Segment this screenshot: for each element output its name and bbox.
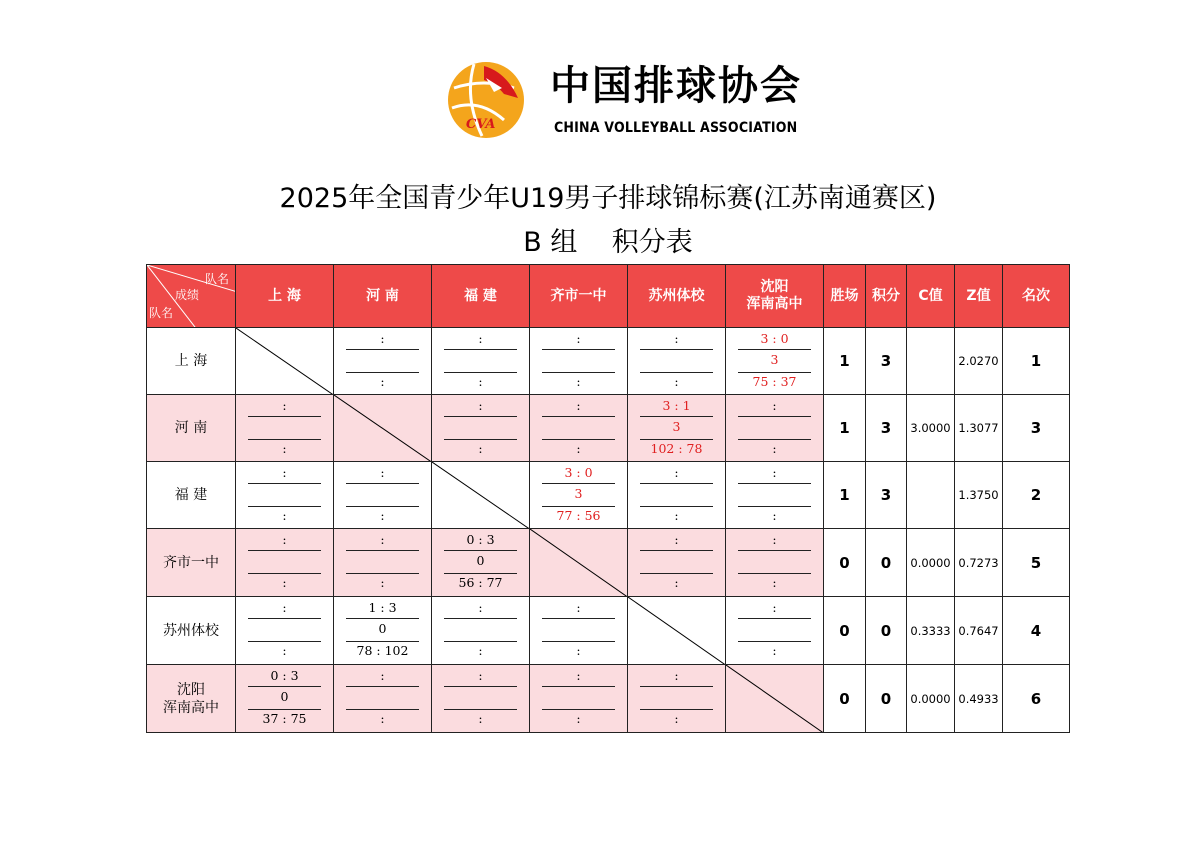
- score-divider: [444, 618, 517, 619]
- match-result: [432, 529, 529, 596]
- sets-score: :: [282, 465, 287, 480]
- wins-value: 1: [823, 461, 866, 529]
- diagonal-cell: [627, 596, 726, 665]
- points-value: 0: [865, 664, 907, 733]
- match-result: [628, 328, 725, 394]
- column-header-stat: Z值: [954, 264, 1003, 328]
- c-value: [906, 327, 955, 395]
- score-divider: [738, 550, 811, 551]
- sets-score: :: [772, 465, 777, 480]
- match-result: [628, 462, 725, 528]
- score-divider: [542, 416, 615, 417]
- sets-score: :: [772, 600, 777, 615]
- match-result: [628, 395, 725, 461]
- diagonal-cell: [529, 528, 628, 597]
- sets-score: :: [576, 398, 581, 413]
- rally-points-score: :: [282, 643, 287, 658]
- score-divider: [346, 686, 419, 687]
- match-result: [236, 395, 333, 461]
- match-result-cell: [235, 664, 334, 733]
- rally-points-score: :: [576, 374, 581, 389]
- column-header-team: 苏州体校: [627, 264, 726, 328]
- match-result-cell: [529, 327, 628, 395]
- sets-score: 1 : 3: [368, 600, 397, 615]
- score-divider: [346, 641, 419, 642]
- rally-points-score: :: [674, 374, 679, 389]
- score-divider: [542, 686, 615, 687]
- sets-score: 3 : 0: [564, 465, 593, 480]
- score-divider: [542, 641, 615, 642]
- score-divider: [248, 641, 321, 642]
- sets-score: :: [478, 668, 483, 683]
- score-divider: [346, 349, 419, 350]
- match-result-cell: [333, 664, 432, 733]
- score-divider: [738, 416, 811, 417]
- score-divider: [346, 709, 419, 710]
- points-value: 3: [865, 394, 907, 462]
- score-divider: [346, 372, 419, 373]
- score-divider: [248, 709, 321, 710]
- wins-value: 0: [823, 528, 866, 597]
- score-divider: [444, 550, 517, 551]
- wins-value: 1: [823, 327, 866, 395]
- sets-score: :: [478, 600, 483, 615]
- match-result-cell: [235, 394, 334, 462]
- diagonal-line: [530, 529, 628, 597]
- column-header-stat: C值: [906, 264, 955, 328]
- score-divider: [542, 483, 615, 484]
- match-result: [334, 665, 431, 732]
- score-divider: [738, 483, 811, 484]
- rally-points-score: 75 : 37: [752, 374, 797, 389]
- match-points: 3: [770, 352, 779, 367]
- diagonal-line: [726, 665, 824, 733]
- score-divider: [346, 618, 419, 619]
- score-divider: [542, 349, 615, 350]
- sets-score: :: [772, 532, 777, 547]
- score-divider: [738, 573, 811, 574]
- sets-score: :: [380, 532, 385, 547]
- z-value: 0.4933: [954, 664, 1003, 733]
- match-result: [530, 328, 627, 394]
- score-divider: [640, 709, 713, 710]
- z-value: 0.7647: [954, 596, 1003, 665]
- score-divider: [640, 349, 713, 350]
- score-divider: [738, 641, 811, 642]
- sets-score: 3 : 0: [760, 331, 789, 346]
- rank-value: 5: [1002, 528, 1070, 597]
- match-points: 0: [378, 621, 387, 636]
- match-result-cell: [725, 528, 824, 597]
- match-result: [236, 597, 333, 664]
- sets-score: :: [380, 668, 385, 683]
- score-divider: [444, 686, 517, 687]
- sets-score: :: [576, 600, 581, 615]
- match-result: [334, 462, 431, 528]
- sets-score: 3 : 1: [662, 398, 691, 413]
- corner-score-label: 成绩: [175, 288, 200, 302]
- match-result-cell: [725, 461, 824, 529]
- match-result-cell: [333, 596, 432, 665]
- z-value: 1.3750: [954, 461, 1003, 529]
- score-divider: [248, 618, 321, 619]
- match-result-cell: [725, 327, 824, 395]
- diagonal-line: [432, 462, 530, 529]
- match-result-cell: [529, 664, 628, 733]
- diagonal-line: [334, 395, 432, 462]
- score-divider: [444, 416, 517, 417]
- points-value: 0: [865, 528, 907, 597]
- match-result-cell: [431, 327, 530, 395]
- sets-score: :: [674, 532, 679, 547]
- match-result: [334, 597, 431, 664]
- rally-points-score: :: [478, 643, 483, 658]
- rally-points-score: 102 : 78: [650, 441, 703, 456]
- row-team-label: 上 海: [146, 327, 236, 395]
- rally-points-score: :: [380, 575, 385, 590]
- logo-english-name: CHINA VOLLEYBALL ASSOCIATION: [554, 120, 798, 136]
- match-result: [432, 597, 529, 664]
- z-value: 1.3077: [954, 394, 1003, 462]
- sets-score: :: [674, 465, 679, 480]
- c-value: 0.0000: [906, 664, 955, 733]
- sets-score: :: [772, 398, 777, 413]
- score-divider: [444, 573, 517, 574]
- score-divider: [542, 709, 615, 710]
- score-divider: [640, 372, 713, 373]
- wins-value: 0: [823, 596, 866, 665]
- score-divider: [640, 686, 713, 687]
- match-result-cell: [529, 596, 628, 665]
- rally-points-score: :: [674, 575, 679, 590]
- page-title: 2025年全国青少年U19男子排球锦标赛(江苏南通赛区): [279, 183, 937, 214]
- match-result-cell: [333, 528, 432, 597]
- rally-points-score: :: [674, 711, 679, 726]
- score-divider: [640, 439, 713, 440]
- rally-points-score: :: [282, 508, 287, 523]
- diagonal-cell: [725, 664, 824, 733]
- row-team-label: 齐市一中: [146, 528, 236, 597]
- match-result: [432, 328, 529, 394]
- match-result-cell: [333, 327, 432, 395]
- row-team-label: 河 南: [146, 394, 236, 462]
- score-divider: [444, 349, 517, 350]
- score-divider: [248, 439, 321, 440]
- score-divider: [542, 439, 615, 440]
- match-result: [334, 529, 431, 596]
- match-result: [726, 462, 823, 528]
- rally-points-score: :: [380, 374, 385, 389]
- logo-chinese-name: 中国排球协会: [550, 62, 802, 109]
- rank-value: 6: [1002, 664, 1070, 733]
- match-result: [432, 665, 529, 732]
- match-result-cell: [627, 528, 726, 597]
- score-divider: [346, 483, 419, 484]
- rank-value: 4: [1002, 596, 1070, 665]
- rally-points-score: :: [478, 374, 483, 389]
- sets-score: :: [478, 331, 483, 346]
- sets-score: :: [380, 465, 385, 480]
- match-result-cell: [235, 461, 334, 529]
- match-result: [726, 529, 823, 596]
- diagonal-cell: [333, 394, 432, 462]
- rally-points-score: :: [772, 643, 777, 658]
- score-divider: [738, 349, 811, 350]
- volleyball-emblem-icon: [444, 58, 536, 150]
- score-divider: [640, 550, 713, 551]
- match-points: 0: [476, 553, 485, 568]
- c-value: 0.3333: [906, 596, 955, 665]
- z-value: 2.0270: [954, 327, 1003, 395]
- header-corner: [146, 264, 236, 328]
- row-team-label: 福 建: [146, 461, 236, 529]
- page-subtitle: B 组 积分表: [523, 227, 693, 258]
- rally-points-score: :: [576, 643, 581, 658]
- sets-score: :: [282, 600, 287, 615]
- column-header-team: 沈阳 浑南高中: [725, 264, 824, 328]
- score-divider: [248, 686, 321, 687]
- z-value: 0.7273: [954, 528, 1003, 597]
- rally-points-score: :: [478, 711, 483, 726]
- match-result-cell: [627, 461, 726, 529]
- match-result: [726, 395, 823, 461]
- score-divider: [444, 709, 517, 710]
- column-header-stat: 名次: [1002, 264, 1070, 328]
- column-header-stat: 积分: [865, 264, 907, 328]
- rank-value: 3: [1002, 394, 1070, 462]
- match-result: [236, 529, 333, 596]
- column-header-team: 福 建: [431, 264, 530, 328]
- corner-team-label-bottom: 队名: [149, 306, 174, 320]
- points-value: 3: [865, 461, 907, 529]
- match-result-cell: [235, 596, 334, 665]
- column-header-team: 河 南: [333, 264, 432, 328]
- diagonal-line: [628, 597, 726, 665]
- rank-value: 2: [1002, 461, 1070, 529]
- sets-score: 0 : 3: [270, 668, 299, 683]
- column-header-team: 上 海: [235, 264, 334, 328]
- cva-logo: [444, 58, 802, 142]
- match-result: [432, 395, 529, 461]
- score-divider: [542, 372, 615, 373]
- column-header-team: 齐市一中: [529, 264, 628, 328]
- match-result: [726, 597, 823, 664]
- standings-table: [146, 264, 1069, 732]
- rally-points-score: :: [478, 441, 483, 456]
- c-value: 3.0000: [906, 394, 955, 462]
- score-divider: [738, 506, 811, 507]
- row-team-label: 苏州体校: [146, 596, 236, 665]
- match-result: [530, 597, 627, 664]
- match-result-cell: [529, 461, 628, 529]
- score-divider: [640, 506, 713, 507]
- match-result-cell: [235, 528, 334, 597]
- match-result-cell: [431, 528, 530, 597]
- rally-points-score: :: [674, 508, 679, 523]
- sets-score: :: [674, 668, 679, 683]
- c-value: 0.0000: [906, 528, 955, 597]
- match-points: 3: [672, 419, 681, 434]
- score-divider: [248, 483, 321, 484]
- match-points: 3: [574, 486, 583, 501]
- match-result-cell: [627, 327, 726, 395]
- score-divider: [248, 416, 321, 417]
- score-divider: [738, 618, 811, 619]
- match-result-cell: [725, 394, 824, 462]
- sets-score: 0 : 3: [466, 532, 495, 547]
- rally-points-score: :: [282, 575, 287, 590]
- rally-points-score: :: [380, 508, 385, 523]
- wins-value: 1: [823, 394, 866, 462]
- score-divider: [640, 416, 713, 417]
- rank-value: 1: [1002, 327, 1070, 395]
- match-result-cell: [333, 461, 432, 529]
- match-result: [628, 665, 725, 732]
- score-divider: [444, 439, 517, 440]
- score-divider: [346, 550, 419, 551]
- match-result-cell: [529, 394, 628, 462]
- match-result-cell: [431, 664, 530, 733]
- score-divider: [640, 483, 713, 484]
- rally-points-score: 56 : 77: [458, 575, 503, 590]
- match-result-cell: [627, 664, 726, 733]
- match-result: [530, 395, 627, 461]
- match-points: 0: [280, 689, 289, 704]
- svg-text:CVA: CVA: [466, 117, 496, 132]
- score-divider: [248, 573, 321, 574]
- match-result: [726, 328, 823, 394]
- match-result: [530, 462, 627, 528]
- match-result-cell: [431, 394, 530, 462]
- column-header-stat: 胜场: [823, 264, 866, 328]
- score-divider: [248, 506, 321, 507]
- points-value: 0: [865, 596, 907, 665]
- c-value: [906, 461, 955, 529]
- match-result-cell: [431, 596, 530, 665]
- score-divider: [444, 372, 517, 373]
- diagonal-cell: [235, 327, 334, 395]
- match-result-cell: [627, 394, 726, 462]
- diagonal-line: [236, 328, 334, 395]
- match-result: [628, 529, 725, 596]
- rally-points-score: :: [380, 711, 385, 726]
- rally-points-score: :: [576, 711, 581, 726]
- score-divider: [542, 618, 615, 619]
- rally-points-score: :: [576, 441, 581, 456]
- score-divider: [346, 573, 419, 574]
- rally-points-score: :: [772, 441, 777, 456]
- sets-score: :: [478, 398, 483, 413]
- score-divider: [444, 641, 517, 642]
- match-result: [236, 462, 333, 528]
- match-result: [530, 665, 627, 732]
- rally-points-score: 78 : 102: [356, 643, 409, 658]
- corner-team-label-top: 队名: [204, 272, 229, 286]
- sets-score: :: [380, 331, 385, 346]
- sets-score: :: [282, 398, 287, 413]
- score-divider: [346, 506, 419, 507]
- sets-score: :: [576, 331, 581, 346]
- match-result-cell: [725, 596, 824, 665]
- rally-points-score: :: [282, 441, 287, 456]
- wins-value: 0: [823, 664, 866, 733]
- points-value: 3: [865, 327, 907, 395]
- sets-score: :: [576, 668, 581, 683]
- rally-points-score: :: [772, 508, 777, 523]
- match-result: [236, 665, 333, 732]
- diagonal-cell: [431, 461, 530, 529]
- score-divider: [738, 372, 811, 373]
- sets-score: :: [674, 331, 679, 346]
- score-divider: [248, 550, 321, 551]
- score-divider: [640, 573, 713, 574]
- rally-points-score: 37 : 75: [262, 711, 307, 726]
- match-result: [334, 328, 431, 394]
- score-divider: [542, 506, 615, 507]
- score-divider: [738, 439, 811, 440]
- sets-score: :: [282, 532, 287, 547]
- row-team-label: 沈阳 浑南高中: [146, 664, 236, 733]
- rally-points-score: :: [772, 575, 777, 590]
- rally-points-score: 77 : 56: [556, 508, 601, 523]
